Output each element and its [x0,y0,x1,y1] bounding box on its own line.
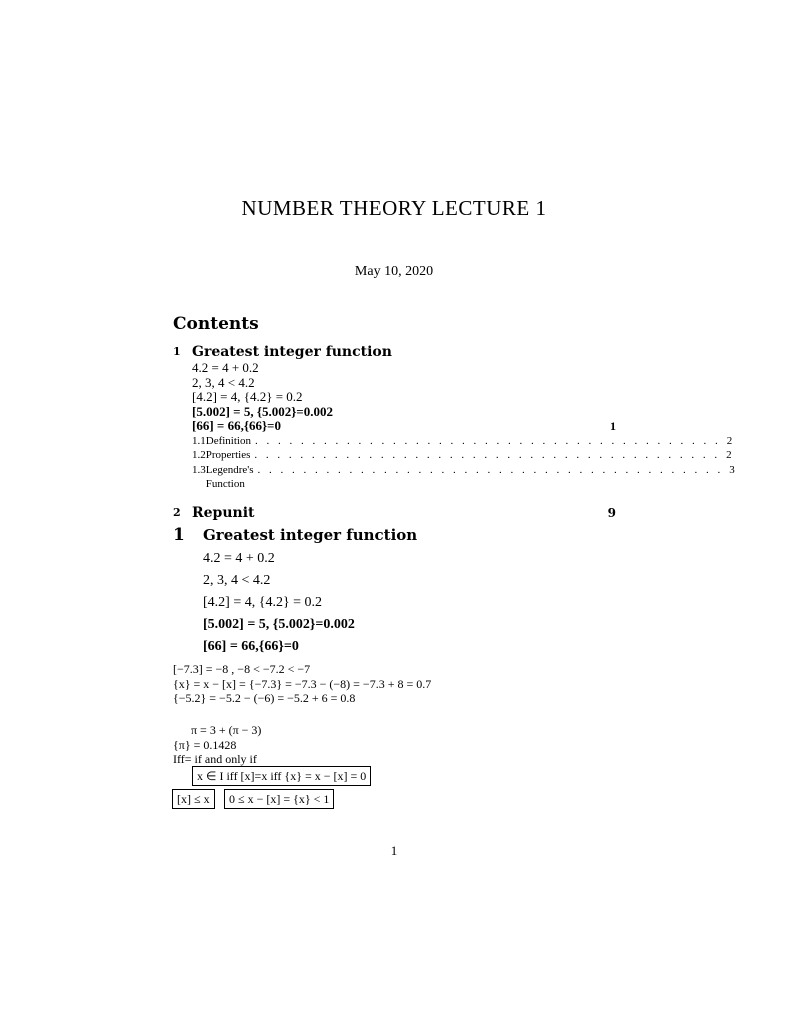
toc-line: [5.002] = 5, {5.002}=0.002 [192,403,333,419]
display-line: [5.002] = 5, {5.002}=0.002 [203,617,355,632]
section-1-heading [173,525,417,545]
toc-subsection-number: 1.2 [192,449,206,461]
display-line: 4.2 = 4 + 0.2 [203,551,275,566]
toc-subsection-number: 1.1 [192,434,206,447]
body-line: [−7.3] = −8 , −8 < −7.2 < −7 [173,662,311,676]
toc-line: 2, 3, 4 < 4.2 [192,374,255,390]
body-line: {π} = 0.1428 [173,737,237,752]
toc-section-1[interactable] [173,343,616,361]
toc-section-number: 2 [173,505,181,519]
toc-section-1-page: 1 [610,419,616,433]
body-line: Iff= if and only if [173,752,257,766]
display-line: [4.2] = 4, {4.2} = 0.2 [203,595,323,610]
body-line: π = 3 + (π − 3) [191,723,262,737]
toc-subsection-page: 2 [726,449,732,461]
toc-section-1-lines [192,361,616,434]
toc-section-title: Greatest integer function [192,344,392,360]
toc-line-with-page [192,419,616,434]
toc-leader-dots: . . . . . . . . . . . . . . . . . . . . . . . . . . . . . . . . . . . . . . . . . [254,449,721,461]
toc-section-2[interactable] [173,504,616,522]
toc-subsection-title: Definition [205,434,251,447]
toc-section-title: Repunit [192,504,255,521]
section-1-display-lines [203,548,355,658]
display-line: [66] = 66,{66}=0 [203,639,299,654]
toc-section-number: 1 [173,345,181,358]
boxed-formula: [x] ≤ x [172,789,215,809]
boxed-formula: x ∈ I iff [x]=x iff {x} = x − [x] = 0 [192,766,371,786]
body-line: {x} = x − [x] = {−7.3} = −7.3 − (−8) = −7.3 + 8 = 0.7 [173,676,432,691]
section-1-pi-block [173,723,261,767]
toc-line: [66] = 66,{66}=0 [192,418,281,433]
toc-line: 4.2 = 4 + 0.2 [192,360,259,375]
toc-leader-dots: . . . . . . . . . . . . . . . . . . . . . . . . . . . . . . . . . . . . . . . . . [254,434,721,447]
boxed-formula: 0 ≤ x − [x] = {x} < 1 [224,789,334,809]
table-of-contents [173,343,735,522]
toc-subsection-page: 2 [726,434,733,447]
section-number: 1 [173,525,185,545]
toc-subsection-title: Legendre's Function [205,463,254,490]
page-number: 1 [390,843,398,858]
toc-subsection-title: Properties [205,449,251,461]
section-1-body [173,662,431,706]
toc-line: [4.2] = 4, {4.2} = 0.2 [192,389,303,404]
body-line: {−5.2} = −5.2 − (−6) = −5.2 + 6 = 0.8 [173,691,356,705]
document-title: NUMBER THEORY LECTURE 1 [241,196,547,220]
toc-subsection-page: 3 [729,463,735,476]
document-date: May 10, 2020 [354,264,434,279]
contents-heading: Contents [173,314,259,334]
section-title: Greatest integer function [203,526,418,544]
toc-subsection-1-2[interactable] [192,448,732,463]
display-line: 2, 3, 4 < 4.2 [203,573,271,588]
toc-subsection-1-3[interactable] [192,463,735,492]
toc-section-page: 9 [607,505,616,520]
toc-subsection-1-1[interactable] [192,434,733,449]
toc-leader-dots: . . . . . . . . . . . . . . . . . . . . . . . . . . . . . . . . . . . . . . . . . [257,463,724,476]
toc-subsection-number: 1.3 [192,463,206,476]
